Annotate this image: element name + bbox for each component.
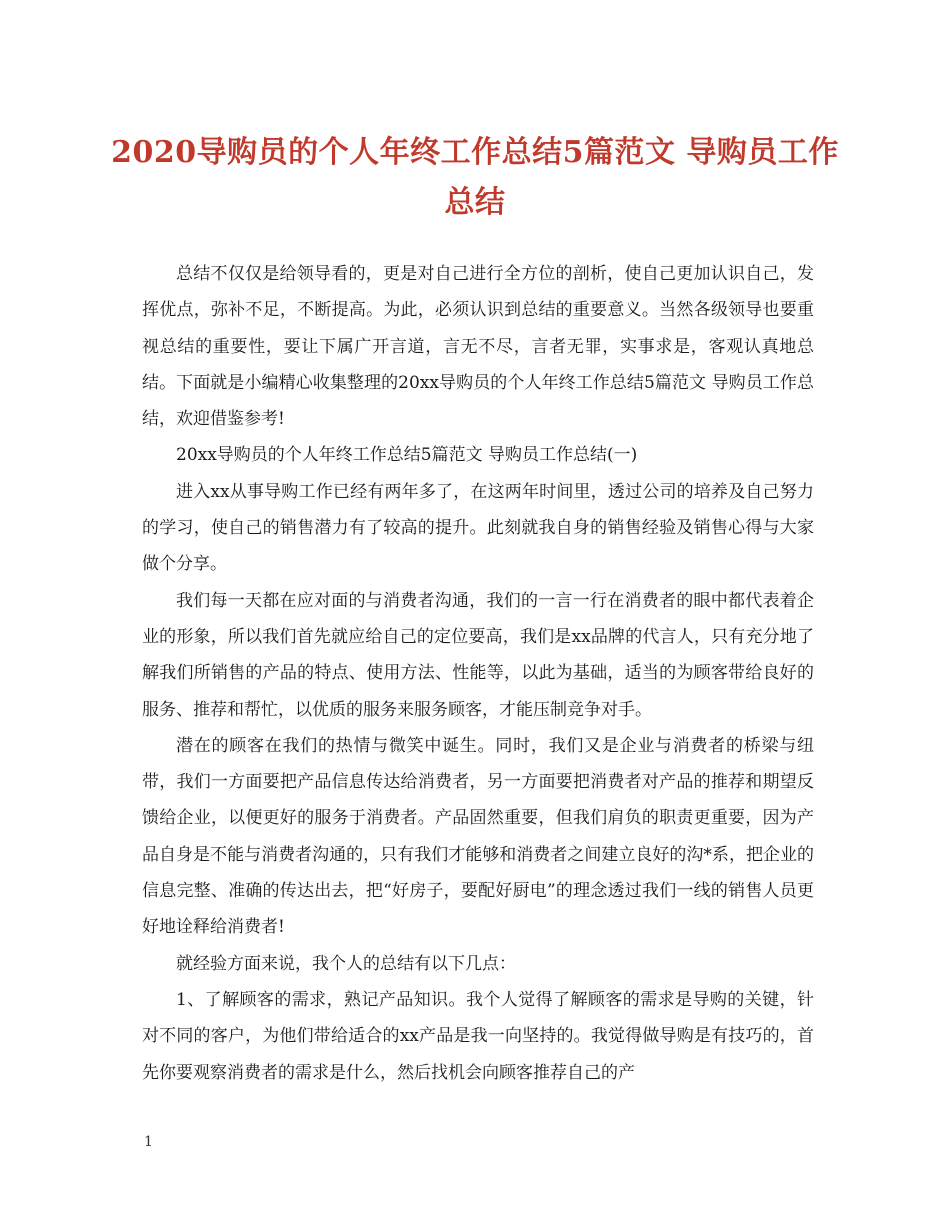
paragraph: 总结不仅仅是给领导看的，更是对自己进行全方位的剖析，使自己更加认识自己，发挥优点，弥补不足，不断提高。为此，必须认识到总结的重要意义。当然各级领导也要重视总结的重要性，要让下属广开言道，言无不尽，言者无罪，实事求是，客观认真地总结。下面就是小编精心收集整理的20xx导购员的个人年终工作总结5篇范文 导购员工作总结，欢迎借鉴参考! (142, 264, 814, 430)
paragraph: 20xx导购员的个人年终工作总结5篇范文 导购员工作总结(一) (176, 445, 638, 466)
paragraph: 潜在的顾客在我们的热情与微笑中诞生。同时，我们又是企业与消费者的桥梁与纽带，我们一方面要把产品信息传达给消费者，另一方面要把消费者对产品的推荐和期望反馈给企业，以便更好的服务于消费者。产品固然重要，但我们肩负的职责更重要，因为产品自身是不能与消费者沟通的，只有我们才能够和消费者之间建立良好的沟*系，把企业的信息完整、准确的传达出去，把“好房子，要配好厨电”的理念透过我们一线的销售人员更好地诠释给消费者! (142, 735, 814, 938)
paragraph: 就经验方面来说，我个人的总结有以下几点： (176, 953, 516, 974)
paragraph: 1、了解顾客的需求，熟记产品知识。我个人觉得了解顾客的需求是导购的关键，针对不同的客户，为他们带给适合的xx产品是我一向坚持的。我觉得做导购是有技巧的，首先你要观察消费者的需求是什么，然后找机会向顾客推荐自己的产 (142, 989, 814, 1083)
paragraph: 进入xx从事导购工作已经有两年多了，在这两年时间里，透过公司的培养及自己努力的学习，使自己的销售潜力有了较高的提升。此刻就我自身的销售经验及销售心得与大家做个分享。 (142, 481, 814, 575)
paragraph: 我们每一天都在应对面的与消费者沟通，我们的一言一行在消费者的眼中都代表着企业的形象，所以我们首先就应给自己的定位要高，我们是xx品牌的代言人，只有充分地了解我们所销售的产品的特点、使用方法、性能等，以此为基础，适当的为顾客带给良好的服务、推荐和帮忙，以优质的服务来服务顾客，才能压制竞争对手。 (142, 590, 814, 720)
page-number: 1 (144, 1134, 153, 1150)
document-body (142, 256, 814, 1091)
document-title: 2020导购员的个人年终工作总结5篇范文 导购员工作总结 (111, 135, 839, 220)
